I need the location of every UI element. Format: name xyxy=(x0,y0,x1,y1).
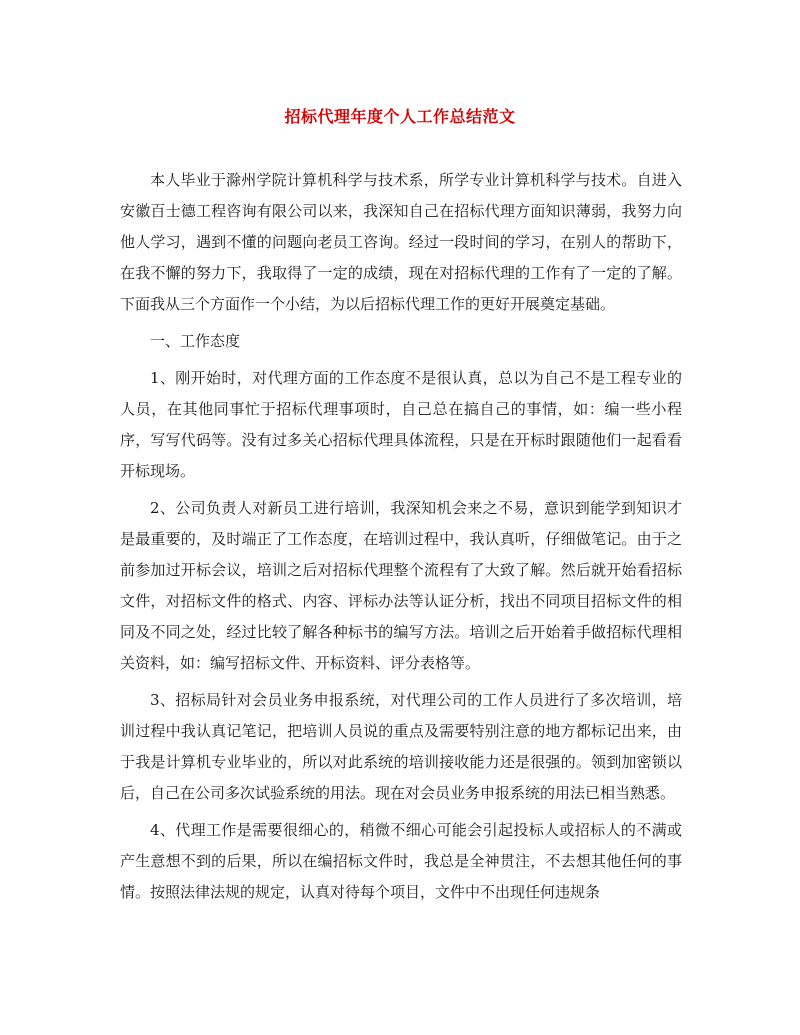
paragraph-item-1: 1、刚开始时，对代理方面的工作态度不是很认真，总以为自己不是工程专业的人员，在其他同事忙于招标代理事项时，自己总在搞自己的事情，如：编一些小程序，写写代码等。没有过多关心招标代理具体流程，只是在开标时跟随他们一起看看开标现场。 xyxy=(120,369,682,480)
document-title: 招标代理年度个人工作总结范文 xyxy=(284,107,516,126)
paragraph-item-4: 4、代理工作是需要很细心的，稍微不细心可能会引起投标人或招标人的不满或产生意想不到的后果，所以在编招标文件时，我总是全神贯注，不去想其他任何的事情。按照法律法规的规定，认真对待每个项目，文件中不出现任何违规条 xyxy=(120,821,682,901)
paragraph-item-3: 3、招标局针对会员业务申报系统，对代理公司的工作人员进行了多次培训，培训过程中我认真记笔记，把培训人员说的重点及需要特别注意的地方都标记出来，由于我是计算机专业毕业的，所以对此系统的培训接收能力还是很强的。领到加密锁以后，自己在公司多次试验系统的用法。现在对会员业务申报系统的用法已相当熟悉。 xyxy=(120,691,682,802)
section-heading-work-attitude: 一、工作态度 xyxy=(150,332,241,350)
paragraph-item-2: 2、公司负责人对新员工进行培训，我深知机会来之不易，意识到能学到知识才是最重要的，及时端正了工作态度，在培训过程中，我认真听，仔细做笔记。由于之前参加过开标会议，培训之后对招标代理整个流程有了大致了解。然后就开始看招标文件，对招标文件的格式、内容、评标办法等认证分析，找出不同项目招标文件的相同及不同之处，经过比较了解各种标书的编写方法。培训之后开始着手做招标代理相关资料，如：编写招标文件、开标资料、评分表格等。 xyxy=(120,499,682,672)
document-body xyxy=(120,165,682,914)
intro-paragraph: 本人毕业于滁州学院计算机科学与技术系，所学专业计算机科学与技术。自进入安徽百士德工程咨询有限公司以来，我深知自己在招标代理方面知识薄弱，我努力向他人学习，遇到不懂的问题向老员工咨询。经过一段时间的学习，在别人的帮助下，在我不懈的努力下，我取得了一定的成绩，现在对招标代理的工作有了一定的了解。下面我从三个方面作一个小结，为以后招标代理工作的更好开展奠定基础。 xyxy=(120,171,682,313)
